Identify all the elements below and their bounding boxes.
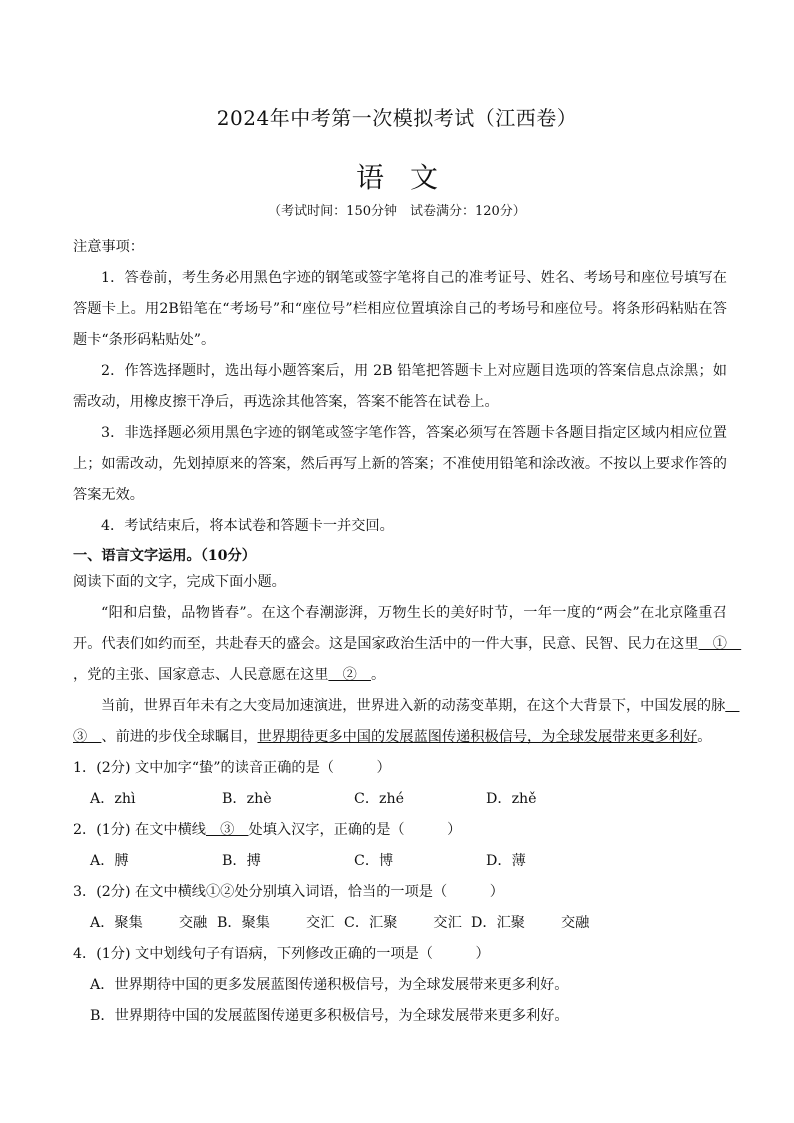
question-1-options [73,784,727,815]
option-c: C．博 [354,853,394,869]
exam-body [73,232,742,1032]
question-2-stem [73,815,727,846]
option-a: A．世界期待中国的更多发展蓝图传递积极信号，为全球发展带来更多利好。 [90,977,569,993]
option-b: B．世界期待中国的发展蓝图传递更多积极信号，为全球发展带来更多利好。 [90,1008,569,1024]
exam-meta: （考试时间：150分钟 试卷满分：120分） [268,204,526,219]
section-instruction: 阅读下面的文字，完成下面小题。 [73,574,286,590]
notice-item: 1．答卷前，考生务必用黑色字迹的钢笔或签字笔将自己的准考证号、姓名、考场号和座位号填写在答题卡上。用2B铅笔在“考场号”和“座位号”栏相应位置填涂自己的考场号和座位号。将条形码粘贴在答题卡“条形码粘贴处”。 [73,270,727,348]
option-a: A．zhì [90,791,136,807]
blank-3-ref: ③ [205,822,249,838]
question-3-options [73,908,727,939]
blank-2: ② [328,667,371,683]
option-c: C．zhé [354,791,405,807]
notice-heading: 注意事项： [73,239,144,255]
option-d: D．薄 [486,853,526,869]
passage-text: ，党的主张、国家意志、人民意愿在这里 [73,667,329,683]
blank-3: ③ [73,698,740,745]
option-c [344,908,471,939]
question-text: 2．(1分) 在文中横线 [73,822,206,838]
question-text: 处填入汉字，正确的是（ ） [248,822,462,838]
blank-1: ① [698,636,742,652]
option-b: B．zhè [222,791,272,807]
passage-paragraph-2 [73,691,740,753]
notice-item: 4．考试结束后，将本试卷和答题卡一并交回。 [101,518,394,534]
question-1-stem: 1．(2分) 文中加字“蛰”的读音正确的是（ ） [73,760,391,776]
notice-item: 2．作答选择题时，选出每小题答案后，用 2B 铅笔把答题卡上对应题目选项的答案信息点涂黑；如需改动，用橡皮擦干净后，再选涂其他答案，答案不能答在试卷上。 [73,363,727,410]
question-2-options [73,846,727,877]
passage-text: “阳和启蛰，品物皆春”。在这个春潮澎湃，万物生长的美好时节，一年一度的“两会”在北京隆重召开。代表们如约而至，共赴春天的盛会。这是国家政治生活中的一件大事，民意、民智、民力在这里 [73,605,727,652]
section-heading: 一、语言文字运用。（10分） [73,548,256,564]
option-label: D．汇聚 [471,915,525,931]
option-word: 交汇 [433,915,462,931]
exam-title: 2024年中考第一次模拟考试（江西卷） [216,106,578,130]
option-b [217,908,344,939]
passage-paragraph-1 [73,598,742,691]
passage-text: 。 [697,729,712,745]
option-word: 交融 [178,915,208,931]
passage-text: 。 [370,667,386,683]
question-3-stem: 3．(2分) 在文中横线①②处分别填入词语，恰当的一项是（ ） [73,884,504,900]
notice-item: 3．非选择题必须用黑色字迹的钢笔或签字笔作答，答案必须写在答题卡各题目指定区域内相应位置上；如需改动，先划掉原来的答案，然后再写上新的答案；不准使用铅笔和涂改液。不按以上要求作答的答案无效。 [73,425,727,503]
underlined-sentence: 世界期待更多中国的发展蓝图传递积极信号，为全球发展带来更多利好 [257,729,698,745]
option-a [90,908,217,939]
option-label: B．聚集 [217,915,270,931]
option-a: A．膊 [90,853,129,869]
option-label: A．聚集 [90,915,143,931]
option-b: B．搏 [222,853,261,869]
option-word: 交融 [560,915,590,931]
question-4-stem: 4．(1分) 文中划线句子有语病，下列修改正确的一项是（ ） [73,946,490,962]
passage-text: 当前，世界百年未有之大变局加速演进，世界进入新的动荡变革期，在这个大背景下，中国发展的脉 [101,698,726,714]
option-d [471,908,589,939]
passage-text: 、前进的步伐全球瞩目， [101,729,258,745]
subject-title: 语文 [355,161,464,194]
option-label: C．汇聚 [344,915,398,931]
option-d: D．zhě [486,791,537,807]
option-word: 交汇 [306,915,335,931]
